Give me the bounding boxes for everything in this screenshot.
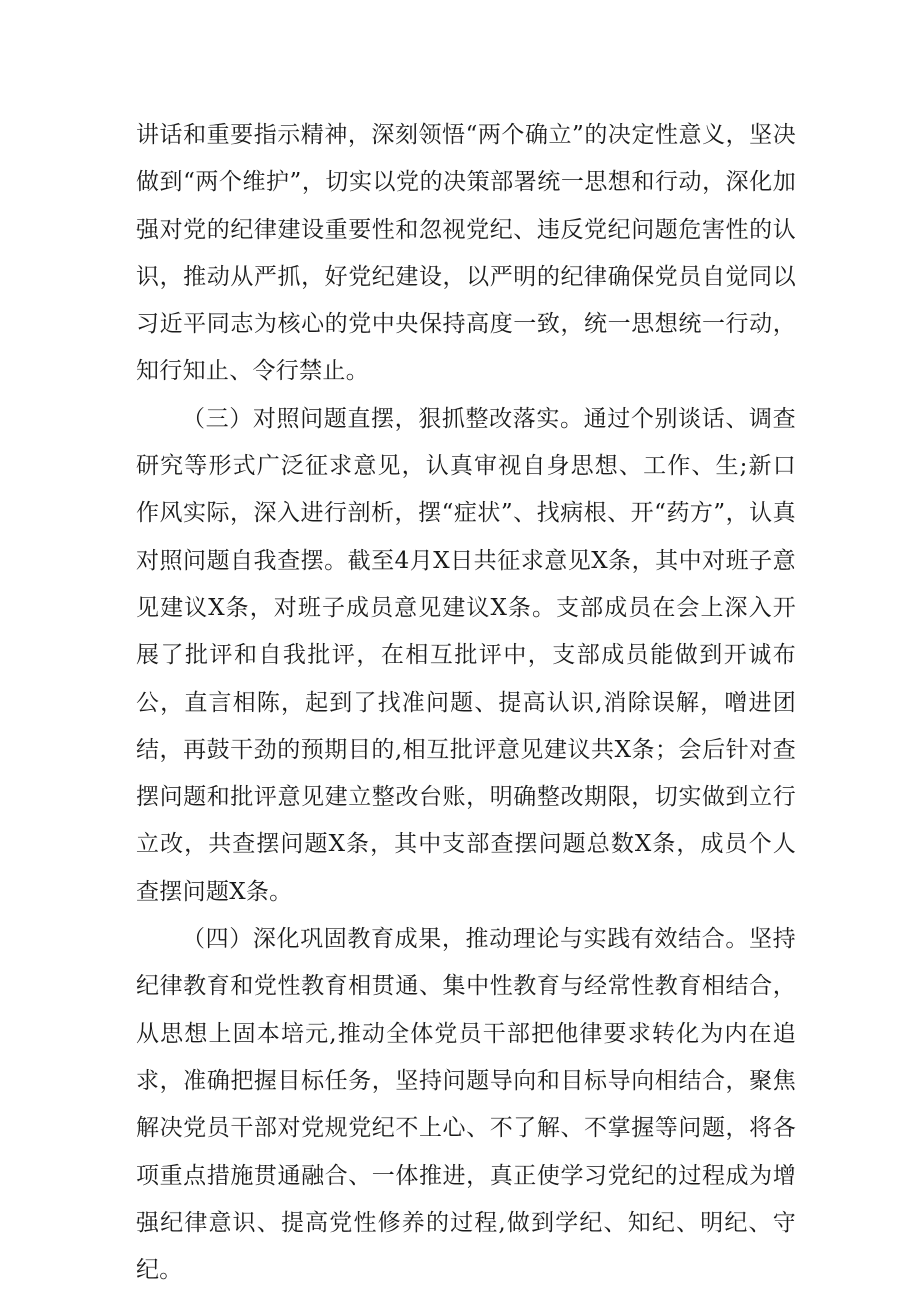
paragraph-continuation: 讲话和重要指示精神，深刻领悟“两个确立”的决定性意义，坚决做到“两个维护”，切实以党的决策部署统一思想和行动，深化加强对党的纪律建设重要性和忽视党纪、违反党纪问题危害性的认识，推动从严抓，好党纪建设，以严明的纪律确保党员自觉同以习近平同志为核心的党中央保持高度一致，统一思想统一行动，知行知止、令行禁止。 [136,122,796,385]
paragraph-section-four: （四）深化巩固教育成果，推动理论与实践有效结合。坚持纪律教育和党性教育相贯通、集中性教育与经常性教育相结合，从思想上固本培元,推动全体党员干部把他律要求转化为内在追求，准确把握目标任务，坚持问题导向和目标导向相结合，聚焦解决党员干部对党规党纪不上心、不了解、不掌握等问题，将各项重点措施贯通融合、一体推进，真正使学习党纪的过程成为增强纪律意识、提高党性修养的过程,做到学纪、知纪、明纪、守纪。 [136,926,796,1284]
paragraph-section-three: （三）对照问题直摆，狠抓整改落实。通过个别谈话、调查研究等形式广泛征求意见，认真审视自身思想、工作、生;新口作风实际，深入进行剖析，摆“症状”、找病根、开“药方”，认真对照问题自我查摆。截至4月X日共征求意见X条，其中对班子意见建议X条，对班子成员意见建议X条。支部成员在会上深入开展了批评和自我批评，在相互批评中，支部成员能做到开诚布公，直言相陈，起到了找准问题、提高认识,消除误解，噌进团结，再鼓干劲的预期目的,相互批评意见建议共X条；会后针对查摆问题和批评意见建立整改台账，明确整改期限，切实做到立行立改，共查摆问题X条，其中支部查摆问题总数X条，成员个人查摆问题X条。 [136,405,796,905]
document-body [136,112,796,1294]
